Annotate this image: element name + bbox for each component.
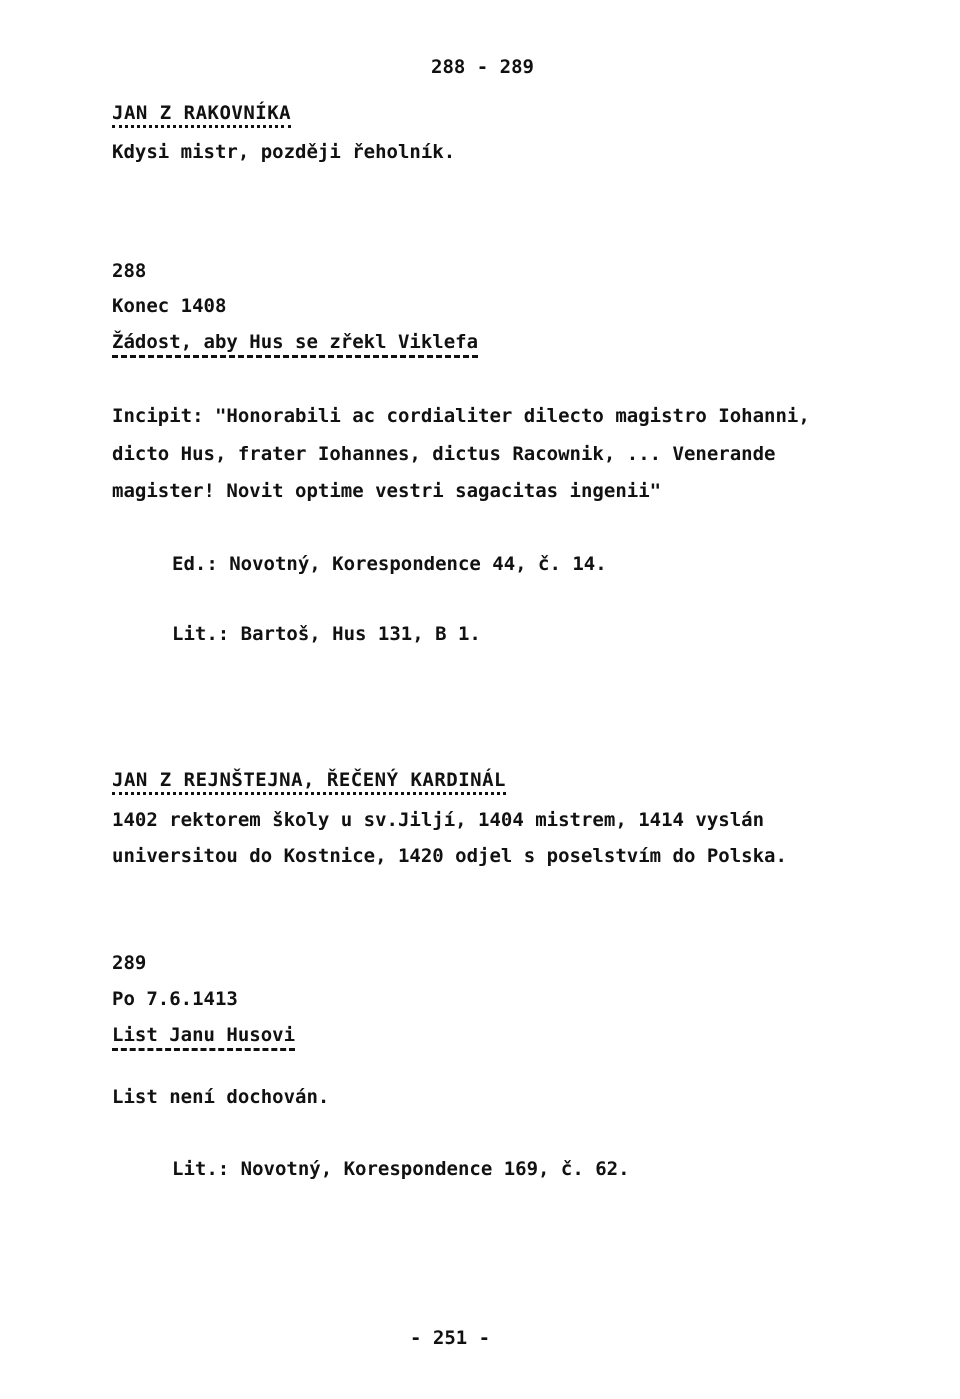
entry-number-289: 289 [112,952,147,974]
entry-note: List není dochován. [112,1086,330,1108]
person-name-jan-z-rejnstejna: JAN Z REJNŠTEJNA, ŘEČENÝ KARDINÁL [112,768,506,795]
incipit-line-1: Incipit: "Honorabili ac cordialiter dilecto magistro Iohanni, [112,405,810,427]
person-name-jan-z-rakovnika: JAN Z RAKOVNÍKA [112,101,291,128]
entry-date: Po 7.6.1413 [112,988,238,1010]
entry-number-288: 288 [112,260,147,282]
person-bio: Kdysi mistr, později řeholník. [112,141,456,163]
incipit-line-3: magister! Novit optime vestri sagacitas ingenii" [112,480,662,502]
literature-reference: Lit.: Bartoš, Hus 131, B 1. [172,623,481,645]
page-range-header: 288 - 289 [431,56,534,78]
literature-reference: Lit.: Novotný, Korespondence 169, č. 62. [172,1158,630,1180]
page-number: - 251 - [410,1327,491,1349]
entry-title: Žádost, aby Hus se zřekl Viklefa [112,330,478,358]
edition-reference: Ed.: Novotný, Korespondence 44, č. 14. [172,553,607,575]
entry-date: Konec 1408 [112,295,227,317]
person-bio-line-2: universitou do Kostnice, 1420 odjel s poselstvím do Polska. [112,845,787,867]
incipit-line-2: dicto Hus, frater Iohannes, dictus Racownik, ... Venerande [112,443,776,465]
entry-title: List Janu Husovi [112,1023,295,1051]
person-bio-line-1: 1402 rektorem školy u sv.Jiljí, 1404 mistrem, 1414 vyslán [112,809,765,831]
